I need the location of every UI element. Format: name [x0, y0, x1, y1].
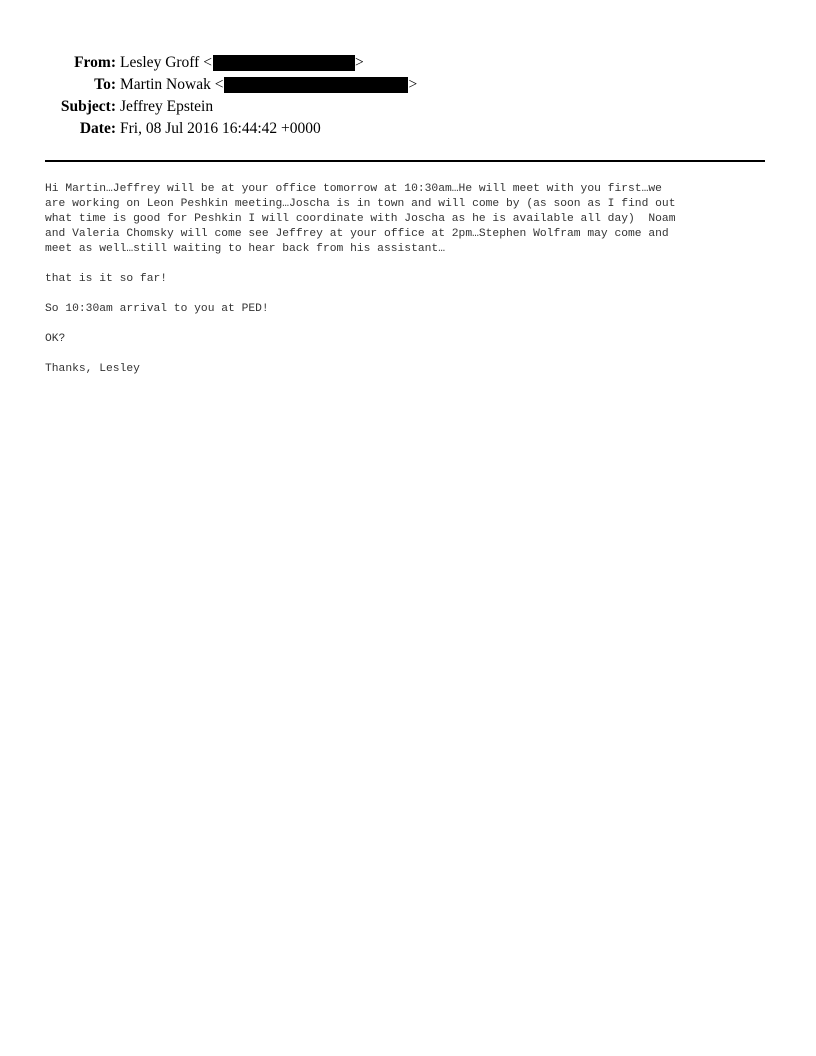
- to-value: [120, 74, 417, 96]
- date-value: Fri, 08 Jul 2016 16:44:42 +0000: [120, 120, 321, 137]
- from-value: [120, 52, 364, 74]
- body-paragraph: that is it so far!: [45, 273, 168, 285]
- redaction-bar: [213, 55, 355, 71]
- body-paragraph: So 10:30am arrival to you at PED!: [45, 303, 269, 315]
- body-paragraph: [45, 182, 775, 257]
- body-line: meet as well…still waiting to hear back from his assistant…: [45, 243, 445, 255]
- date-row: [40, 118, 460, 140]
- to-name: Martin Nowak <: [120, 76, 224, 93]
- from-label: From:: [74, 54, 116, 71]
- to-close: >: [408, 76, 418, 93]
- subject-value: Jeffrey Epstein: [120, 98, 214, 115]
- signature: Thanks, Lesley: [45, 363, 140, 375]
- redaction-bar: [224, 77, 408, 93]
- body-paragraph: OK?: [45, 333, 66, 345]
- subject-row: [40, 96, 460, 118]
- header-divider: [45, 160, 765, 162]
- email-body: [45, 182, 775, 392]
- from-row: [40, 52, 460, 74]
- to-label: To:: [94, 76, 116, 93]
- body-line: and Valeria Chomsky will come see Jeffrey at your office at 2pm…Stephen Wolfram may come and: [45, 228, 669, 240]
- from-close: >: [354, 54, 364, 71]
- email-header: [40, 52, 460, 140]
- from-name: Lesley Groff <: [120, 54, 212, 71]
- date-label: Date:: [79, 120, 116, 137]
- subject-label: Subject:: [60, 98, 116, 115]
- body-line: Hi Martin…Jeffrey will be at your office tomorrow at 10:30am…He will meet with you first…we: [45, 183, 662, 195]
- body-line: what time is good for Peshkin I will coordinate with Joscha as he is available all day) Noam: [45, 213, 676, 225]
- body-line: are working on Leon Peshkin meeting…Joscha is in town and will come by (as soon as I find out: [45, 198, 676, 210]
- to-row: [40, 74, 460, 96]
